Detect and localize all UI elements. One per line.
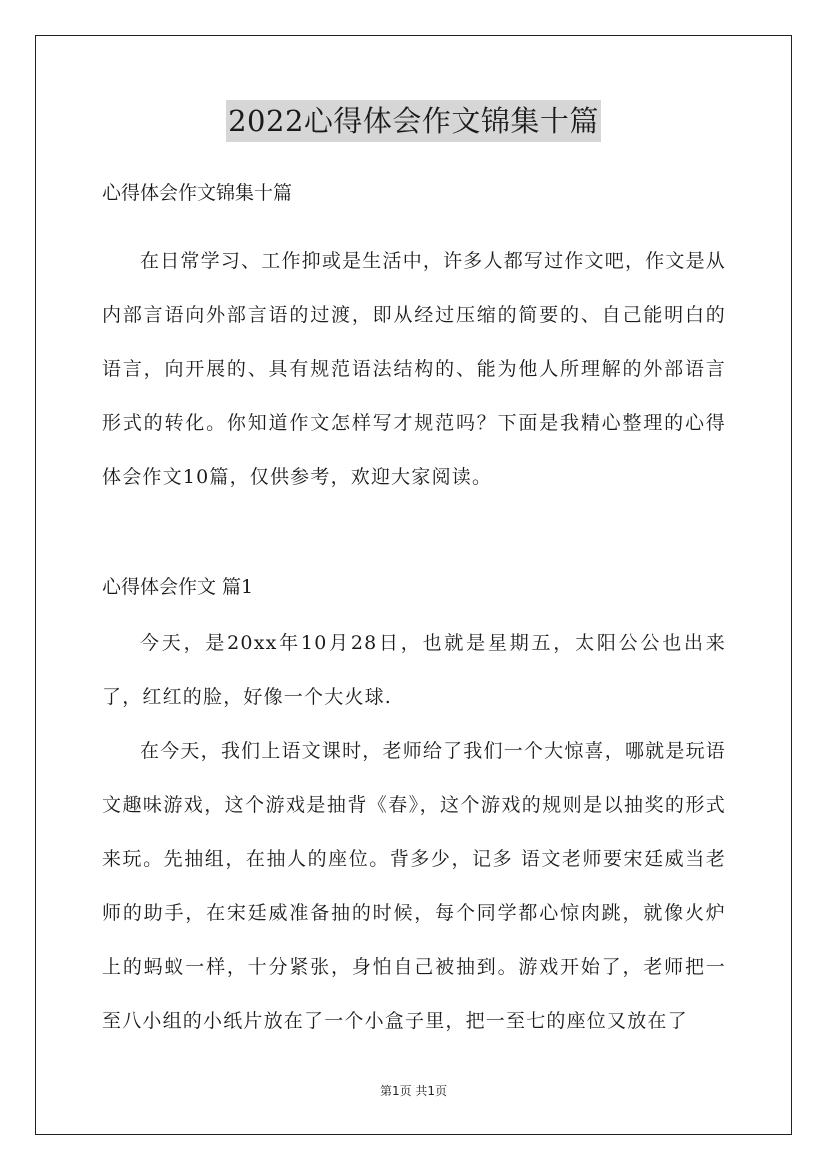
body-paragraph: 在今天，我们上语文课时，老师给了我们一个大惊喜，哪就是玩语文趣味游戏，这个游戏是抽背《春》，这个游戏的规则是以抽奖的形式来玩。先抽组，在抽人的座位。背多少，记多 语文老师要宋廷威当老师的助手，在宋廷威准备抽的时候，每个同学都心惊肉跳，就像火炉上的蚂蚁一样，十分紧张，身怕自己被抽到。游戏开始了，老师把一至八小组的小纸片放在了一个小盒子里，把一至七的座位又放在了: [102, 740, 726, 1032]
intro-paragraph: 在日常学习、工作抑或是生活中，许多人都写过作文吧，作文是从内部言语向外部言语的过渡，即从经过压缩的简要的、自己能明白的语言，向开展的、具有规范语法结构的、能为他人所理解的外部语言形式的转化。你知道作文怎样写才规范吗？下面是我精心整理的心得体会作文10篇，仅供参考，欢迎大家阅读。: [102, 250, 726, 488]
document-title: 2022心得体会作文锦集十篇: [226, 100, 601, 142]
document-subtitle: 心得体会作文锦集十篇: [102, 182, 293, 204]
section-heading: 心得体会作文 篇1: [102, 576, 254, 598]
page-number: 第1页 共1页: [379, 1084, 448, 1098]
title-container: [0, 100, 827, 142]
body-paragraph: 今天，是20xx年10月28日，也就是星期五，太阳公公也出来了，红红的脸，好像一个大火球.: [102, 632, 726, 708]
document-body: [102, 170, 726, 1048]
